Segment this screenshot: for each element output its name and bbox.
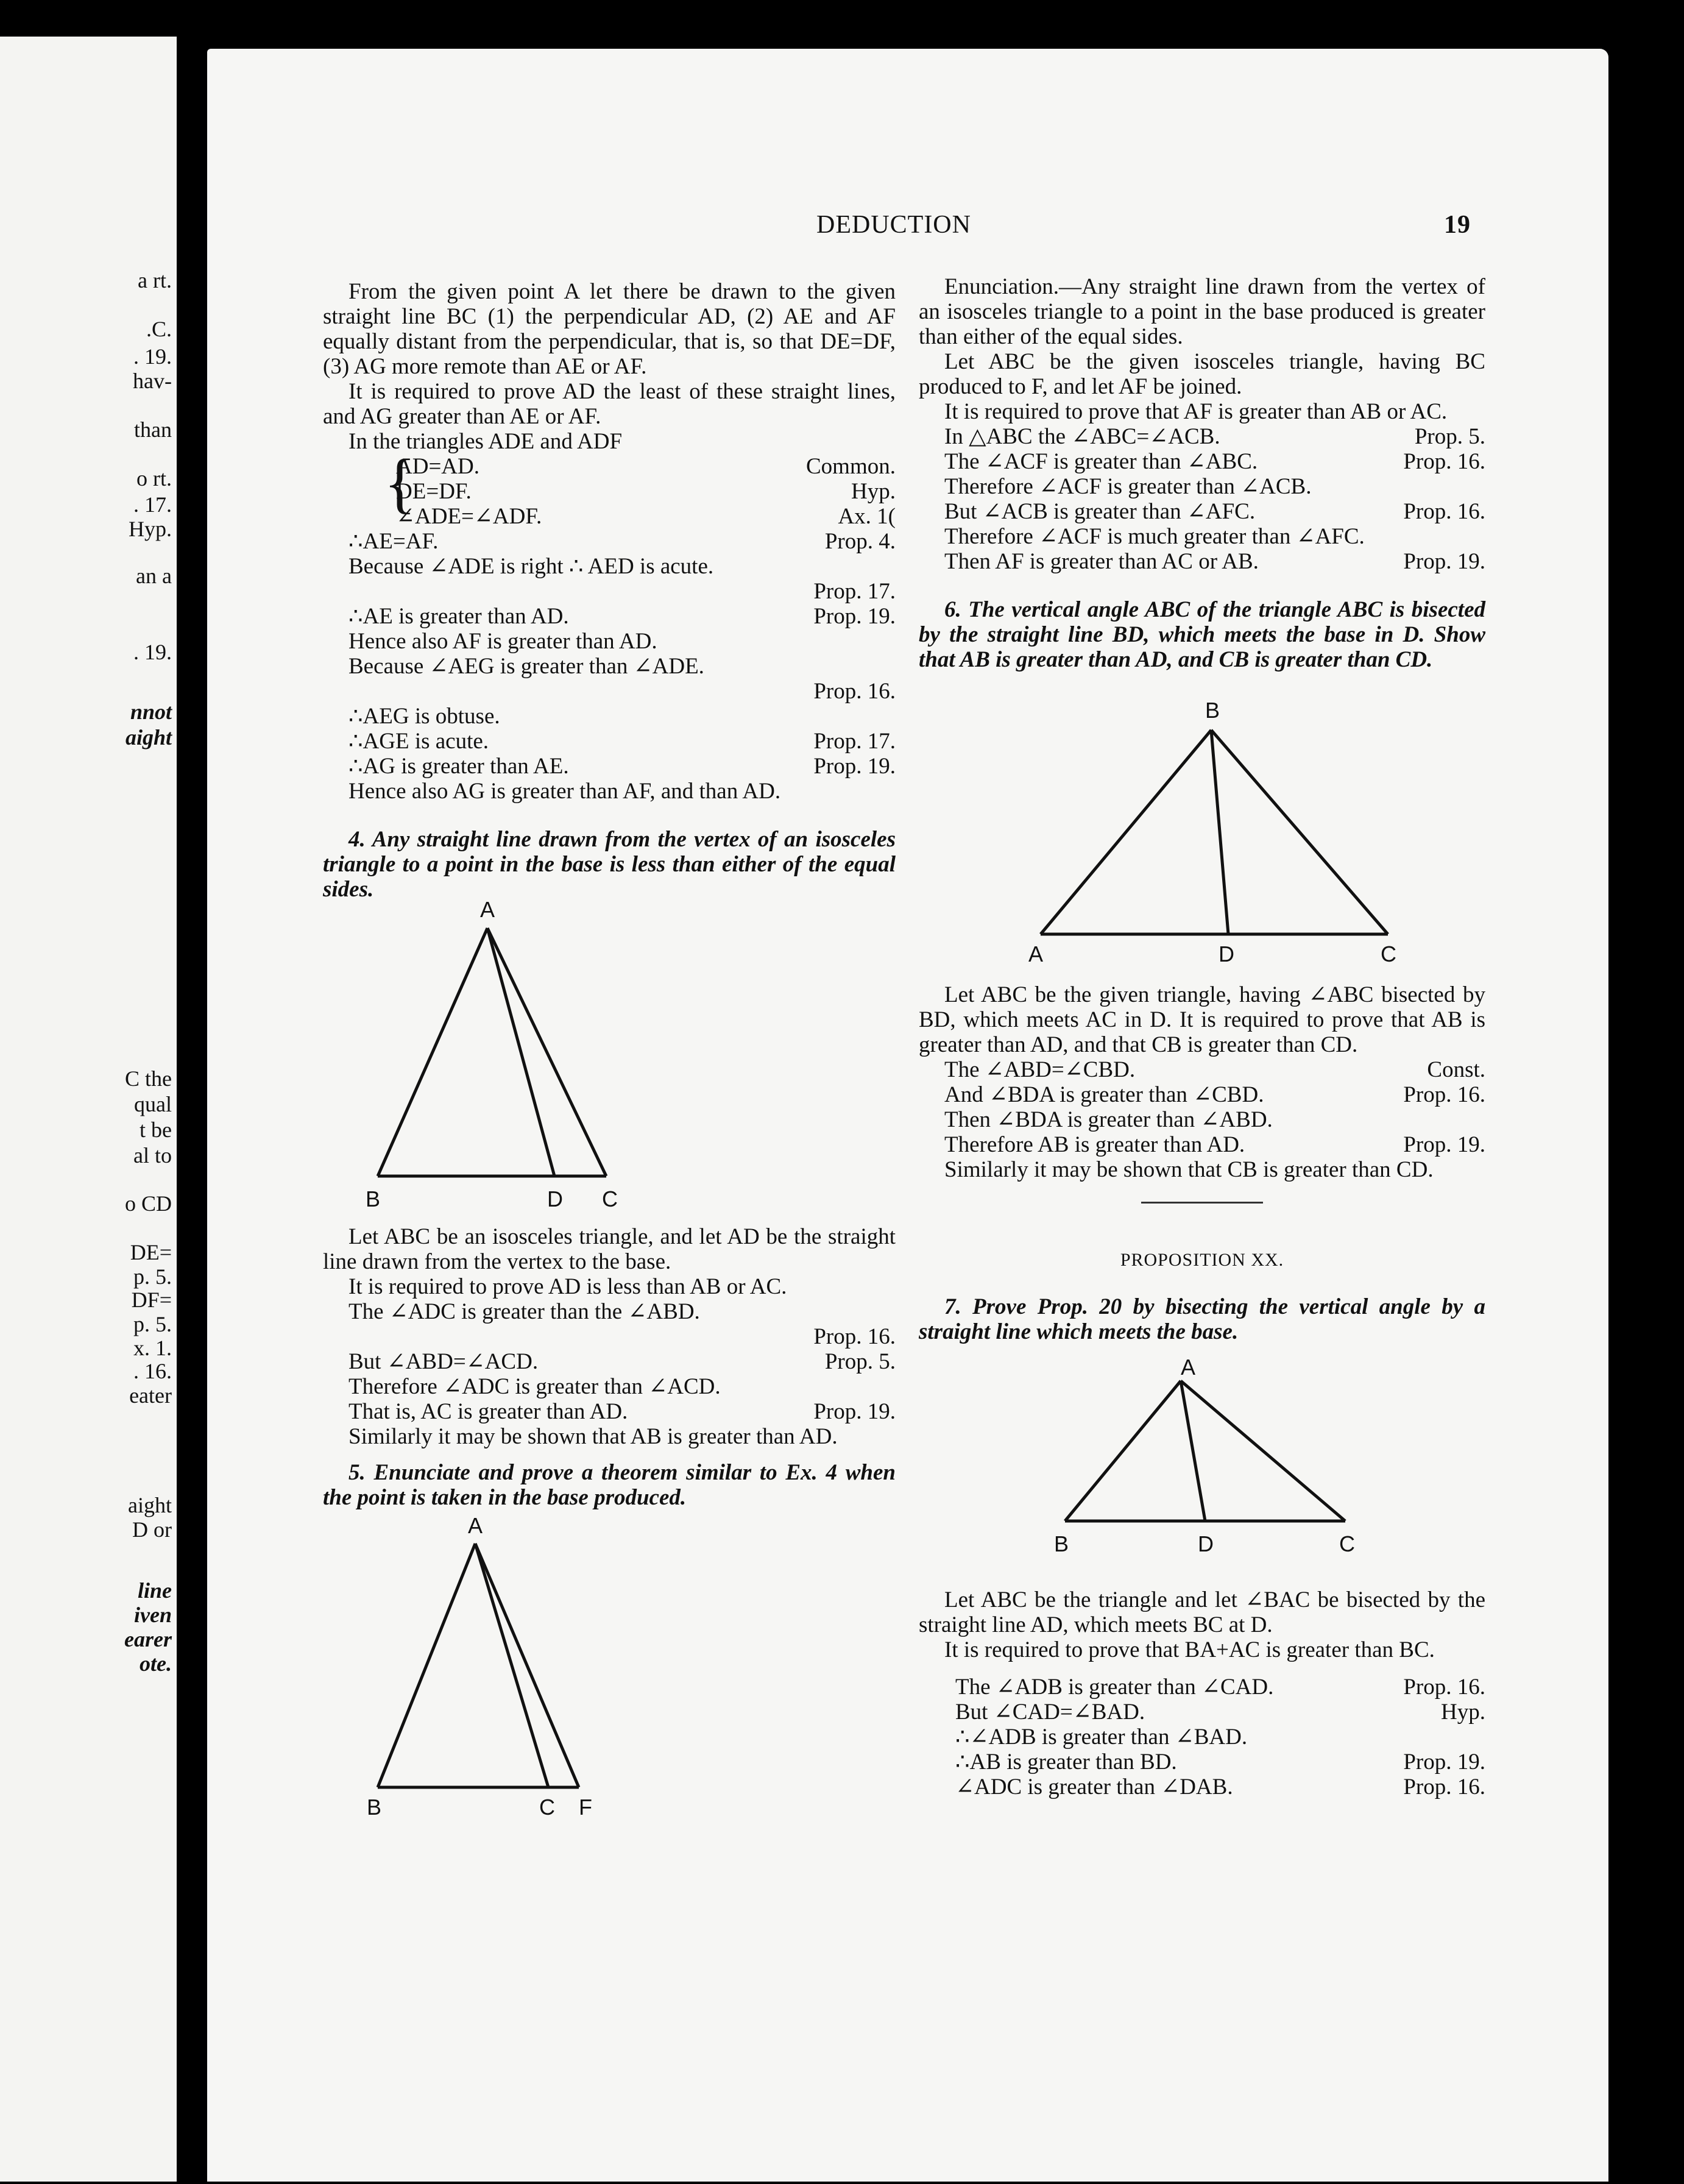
step-statement: ∠ADE=∠ADF. — [396, 504, 542, 529]
proof-step — [919, 1725, 1485, 1750]
step-reason: Prop. 19. — [813, 1399, 896, 1424]
step-statement: But ∠CAD=∠BAD. — [955, 1700, 1145, 1725]
ex5-label-c: C — [539, 1795, 555, 1820]
previous-page-text-fragment: p. 5. — [133, 1264, 172, 1289]
figure-ex7 — [919, 1344, 1485, 1582]
step-statement: Therefore ∠ACF is much greater than ∠AFC. — [944, 524, 1365, 549]
proof-step — [323, 529, 896, 554]
proof-step — [323, 629, 896, 654]
step-statement: In △ABC the ∠ABC=∠ACB. — [944, 424, 1220, 449]
previous-page-text-fragment: .C. — [146, 317, 172, 341]
step-statement: That is, AC is greater than AD. — [348, 1399, 628, 1424]
step-reason: Prop. 19. — [1403, 1750, 1485, 1774]
ex6-label-b: B — [1205, 698, 1220, 723]
step-reason: Hyp. — [1441, 1700, 1485, 1725]
step-reason: Prop. 5. — [824, 1349, 896, 1374]
step-statement: The ∠ABD=∠CBD. — [944, 1057, 1136, 1082]
ex7-required-paragraph: It is required to prove that BA+AC is greater than BC. — [944, 1637, 1435, 1662]
previous-page-text-fragment: . 19. — [133, 640, 172, 664]
step-statement: The ∠ADB is greater than ∠CAD. — [955, 1675, 1274, 1700]
previous-page-text-fragment: an a — [136, 564, 172, 588]
proof-step — [919, 1675, 1485, 1700]
figure-ex6 — [919, 672, 1485, 977]
proof-step — [323, 754, 896, 779]
ex6-side-ba — [1041, 730, 1211, 934]
proposition-heading: PROPOSITION XX. — [1120, 1250, 1284, 1270]
proof-step — [919, 424, 1485, 449]
conclusion-paragraph: Hence also AG is greater than AF, and than AD. — [348, 779, 781, 804]
ex4-side-ac — [487, 928, 606, 1176]
ex7-side-ab — [1065, 1381, 1181, 1521]
previous-page-text-fragment: a rt. — [138, 268, 172, 292]
proof-step — [919, 1132, 1485, 1157]
previous-page-text-fragment: DE= — [130, 1240, 172, 1264]
step-reason: Prop. 16. — [813, 1324, 896, 1349]
previous-page-text-fragment: o CD — [124, 1191, 172, 1216]
ex6-label-c: C — [1381, 941, 1396, 966]
ex5-side-ab — [378, 1544, 475, 1787]
step-reason: Prop. 17. — [813, 729, 896, 754]
step-reason: Prop. 17. — [813, 579, 896, 604]
previous-page-text-fragment: Hyp. — [129, 517, 172, 541]
step-statement: ∠ADC is greater than ∠DAB. — [955, 1774, 1233, 1799]
step-reason: Prop. 19. — [813, 604, 896, 629]
previous-page-text-fragment: o rt. — [136, 466, 172, 491]
step-reason: Common. — [806, 454, 896, 479]
step-reason: Ax. 1( — [838, 504, 896, 529]
proof-step — [919, 499, 1485, 524]
exercise-4-statement: 4. Any straight line drawn from the vertex of an isosceles triangle to a point in the base is less than either of the equal sides. — [323, 827, 896, 902]
ex7-side-ac — [1181, 1381, 1345, 1521]
step-statement: Because ∠ADE is right ∴ AED is acute. — [348, 554, 714, 579]
previous-page-text-fragment: ote. — [140, 1651, 172, 1676]
step-reason: Prop. 16. — [1403, 1774, 1485, 1799]
step-reason: Prop. 19. — [1403, 549, 1485, 574]
enunciation-paragraph: Enunciation.—Any straight line drawn from the vertex of an isosceles triangle to a point in the base produced is greater than either of the equal sides. — [919, 274, 1485, 349]
intro-paragraph: From the given point A let there be drawn to the given straight line BC (1) the perpendicular AD, (2) AE and AF equally distant from the perpendicular, that is, so that DE=DF, (3) AG more remote than AE or AF. — [323, 279, 896, 379]
ex4-label-d: D — [547, 1186, 563, 1211]
right-let-paragraph: Let ABC be the given isosceles triangle, having BC produced to F, and let AF be joined. — [919, 349, 1485, 399]
right-required-paragraph: It is required to prove that AF is greater than AB or AC. — [944, 399, 1448, 424]
ex6-similarly-paragraph: Similarly it may be shown that CB is greater than CD. — [944, 1157, 1434, 1182]
ex5-label-f: F — [579, 1795, 592, 1820]
ex7-line-ad — [1181, 1381, 1205, 1521]
proof-step — [323, 1299, 896, 1324]
step-statement: ∴AE is greater than AD. — [348, 604, 569, 629]
step-statement — [323, 679, 348, 704]
step-statement: Because ∠AEG is greater than ∠ADE. — [348, 654, 704, 679]
step-statement: Then AF is greater than AC or AB. — [944, 549, 1259, 574]
proof-step — [323, 579, 896, 604]
step-statement: Then ∠BDA is greater than ∠ABD. — [944, 1107, 1273, 1132]
proof-step — [323, 604, 896, 629]
ex7-label-b: B — [1054, 1531, 1069, 1556]
page-title: DEDUCTION — [816, 211, 971, 239]
previous-page-text-fragment: iven — [134, 1603, 172, 1627]
proof-step — [919, 1774, 1485, 1799]
previous-page-text-fragment: aight — [128, 1493, 172, 1517]
step-statement: Therefore ∠ACF is greater than ∠ACB. — [944, 474, 1312, 499]
step-statement: ∴AB is greater than BD. — [955, 1750, 1177, 1774]
step-reason: Const. — [1427, 1057, 1485, 1082]
proof-step — [919, 474, 1485, 499]
proof-step — [919, 1700, 1485, 1725]
step-reason: Hyp. — [851, 479, 896, 504]
previous-page-text-fragment: al to — [133, 1143, 172, 1168]
step-statement: The ∠ACF is greater than ∠ABC. — [944, 449, 1258, 474]
previous-page-text-fragment: aight — [125, 725, 172, 750]
right-column — [919, 274, 1485, 1799]
step-statement: ∴∠ADB is greater than ∠BAD. — [955, 1725, 1248, 1750]
proof-step — [919, 1107, 1485, 1132]
ex4-label-a: A — [480, 902, 495, 922]
previous-page-text-fragment: qual — [134, 1092, 172, 1116]
ex6-side-bc — [1211, 730, 1388, 934]
left-column — [323, 279, 896, 1832]
previous-page-text-fragment: . 16. — [133, 1359, 172, 1383]
page — [207, 49, 1608, 2182]
section-divider — [1141, 1202, 1263, 1204]
step-reason: Prop. 19. — [1403, 1132, 1485, 1157]
required-paragraph: It is required to prove AD the least of these straight lines, and AG greater than AE or AF. — [323, 379, 896, 429]
ex4-similarly-paragraph: Similarly it may be shown that AB is greater than AD. — [348, 1424, 838, 1449]
step-reason: Prop. 16. — [1403, 499, 1485, 524]
brace-symbol: { — [384, 445, 416, 520]
previous-page-text-fragment: D or — [132, 1517, 172, 1542]
step-reason: Prop. 16. — [1403, 449, 1485, 474]
proof-step — [323, 1399, 896, 1424]
step-statement: ∴AGE is acute. — [348, 729, 489, 754]
proof-step — [396, 454, 896, 479]
step-reason: Prop. 4. — [824, 529, 896, 554]
step-reason: Prop. 16. — [1403, 1082, 1485, 1107]
step-reason: Prop. 16. — [813, 679, 896, 704]
proof-step — [323, 704, 896, 729]
proof-step — [919, 1082, 1485, 1107]
ex6-label-d: D — [1219, 941, 1234, 966]
previous-page-text-fragment: eater — [129, 1383, 172, 1408]
previous-page-text-fragment: DF= — [131, 1288, 172, 1312]
proof-step — [396, 479, 896, 504]
proof-step — [396, 504, 896, 529]
ex7-let-paragraph: Let ABC be the triangle and let ∠BAC be bisected by the straight line AD, which meets BC at D. — [919, 1587, 1485, 1637]
previous-page-edge — [0, 37, 177, 2182]
step-statement: But ∠ABD=∠ACD. — [348, 1349, 539, 1374]
step-statement — [323, 1324, 348, 1349]
figure-ex4 — [323, 902, 896, 1219]
exercise-6-statement: 6. The vertical angle ABC of the triangle ABC is bisected by the straight line BD, which meets the base in D. Show that AB is greater than AD, and CB is greater than CD. — [919, 597, 1485, 672]
ex6-label-a: A — [1028, 941, 1044, 966]
ex4-line-ad — [487, 928, 554, 1176]
ex6-let-paragraph: Let ABC be the given triangle, having ∠ABC bisected by BD, which meets AC in D. It is required to prove that AB is greater than AD, and that CB is greater than CD. — [919, 982, 1485, 1057]
ex5-line-af — [475, 1544, 579, 1787]
step-reason: Prop. 19. — [813, 754, 896, 779]
previous-page-text-fragment: than — [134, 417, 172, 442]
ex4-required-paragraph: It is required to prove AD is less than AB or AC. — [348, 1274, 787, 1299]
proof-step — [323, 554, 896, 579]
previous-page-text-fragment: earer — [124, 1627, 172, 1651]
ex4-label-c: C — [602, 1186, 618, 1211]
proof-step — [323, 1374, 896, 1399]
ex4-let-paragraph: Let ABC be an isosceles triangle, and let AD be the straight line drawn from the vertex to the base. — [323, 1224, 896, 1274]
proof-step — [323, 654, 896, 679]
previous-page-text-fragment: . 19. — [133, 344, 172, 369]
proof-step — [919, 449, 1485, 474]
previous-page-text-fragment: hav- — [133, 369, 172, 393]
ex5-label-a: A — [468, 1513, 483, 1538]
ex7-label-c: C — [1339, 1531, 1355, 1556]
step-statement: Therefore ∠ADC is greater than ∠ACD. — [348, 1374, 721, 1399]
step-reason: Prop. 16. — [1403, 1675, 1485, 1700]
proof-step — [323, 1324, 896, 1349]
step-statement: And ∠BDA is greater than ∠CBD. — [944, 1082, 1264, 1107]
previous-page-text-fragment: C the — [125, 1066, 172, 1091]
step-reason: Prop. 5. — [1414, 424, 1485, 449]
exercise-5-statement: 5. Enunciate and prove a theorem similar to Ex. 4 when the point is taken in the base produced. — [323, 1460, 896, 1510]
proof-step — [919, 524, 1485, 549]
proof-step — [919, 1057, 1485, 1082]
previous-page-text-fragment: t be — [140, 1118, 172, 1142]
proof-step — [919, 549, 1485, 574]
proof-step — [323, 729, 896, 754]
triangles-line: In the triangles ADE and ADF — [348, 429, 623, 454]
step-statement: ∴AEG is obtuse. — [348, 704, 500, 729]
proof-step — [919, 1750, 1485, 1774]
proof-step — [323, 1349, 896, 1374]
step-statement: Therefore AB is greater than AD. — [944, 1132, 1245, 1157]
previous-page-text-fragment: line — [137, 1578, 172, 1603]
step-statement: ∴AE=AF. — [348, 529, 439, 554]
previous-page-text-fragment: x. 1. — [133, 1336, 172, 1360]
step-statement: DE=DF. — [396, 479, 472, 504]
step-statement: But ∠ACB is greater than ∠AFC. — [944, 499, 1256, 524]
previous-page-text-fragment: p. 5. — [133, 1312, 172, 1336]
step-statement: ∴AG is greater than AE. — [348, 754, 569, 779]
page-number: 19 — [1444, 211, 1471, 239]
brace-group — [323, 445, 896, 529]
previous-page-text-fragment: . 17. — [133, 492, 172, 517]
ex4-label-b: B — [366, 1186, 381, 1211]
step-statement: Hence also AF is greater than AD. — [348, 629, 657, 654]
step-statement — [323, 579, 348, 604]
ex5-label-b: B — [367, 1795, 382, 1820]
step-statement: AD=AD. — [396, 454, 479, 479]
ex7-label-a: A — [1181, 1355, 1196, 1380]
previous-page-text-fragment: nnot — [130, 700, 172, 724]
ex5-side-ac — [475, 1544, 548, 1787]
ex6-line-bd — [1211, 730, 1228, 934]
exercise-7-statement: 7. Prove Prop. 20 by bisecting the vertical angle by a straight line which meets the base. — [919, 1294, 1485, 1344]
ex4-side-ab — [378, 928, 487, 1176]
proof-step — [323, 679, 896, 704]
step-statement: The ∠ADC is greater than the ∠ABD. — [348, 1299, 700, 1324]
figure-ex5 — [323, 1510, 896, 1827]
ex7-label-d: D — [1198, 1531, 1214, 1556]
